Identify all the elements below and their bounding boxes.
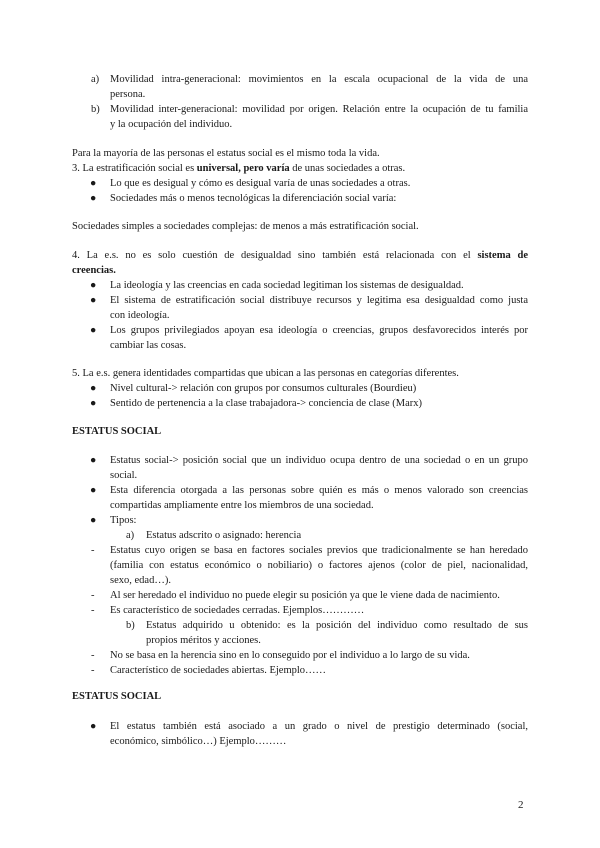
list-item-a-line2: persona. — [110, 89, 146, 100]
dash-item: No se basa en la herencia sino en lo conseguido por el individuo a lo largo de su vida. — [110, 650, 470, 661]
dash-marker: - — [91, 590, 95, 601]
bullet-item: Lo que es desigual y cómo es desigual varía de unas sociedades a otras. — [110, 178, 411, 189]
paragraph-5: 5. La e.s. genera identidades compartidas que ubican a las personas en categorías diferentes. — [72, 368, 459, 379]
dash-marker: - — [91, 650, 95, 661]
bullet-item: Sentido de pertenencia a la clase trabajadora-> conciencia de clase (Marx) — [110, 398, 423, 409]
dash-item: Característico de sociedades abiertas. Ejemplo…… — [110, 665, 327, 676]
list-marker-tipo-b: b) — [126, 620, 135, 631]
bullet-icon: ● — [90, 193, 97, 204]
dash-item: Estatus cuyo origen se basa en factores sociales previos que tradicionalmente se han heredado — [110, 545, 528, 556]
bullet-icon: ● — [90, 398, 97, 409]
bullet-item: Sociedades más o menos tecnológicas la diferenciación social varía: — [110, 193, 397, 204]
bullet-item: Esta diferencia otorgada a las personas sobre quién es más o menos valorado son creencias — [110, 485, 528, 496]
dash-item-cont: sexo, edad…). — [110, 575, 171, 586]
bullet-icon: ● — [90, 383, 97, 394]
dash-item: Es característico de sociedades cerradas. Ejemplos………… — [110, 605, 365, 616]
bullet-item-cont: económico, simbólico…) Ejemplo……… — [110, 736, 287, 747]
bullet-item-cont: cambiar las cosas. — [110, 340, 187, 351]
section-heading-estatus-social: ESTATUS SOCIAL — [72, 426, 162, 437]
bullet-icon: ● — [90, 721, 97, 732]
list-marker-b: b) — [91, 104, 100, 115]
bullet-icon: ● — [90, 515, 97, 526]
bullet-icon: ● — [90, 485, 97, 496]
bullet-icon: ● — [90, 295, 97, 306]
bullet-item-cont: social. — [110, 470, 138, 481]
paragraph-4-pre: 4. La e.s. no es solo cuestión de desigualdad sino también está relacionada con el — [72, 250, 478, 261]
list-marker-a: a) — [91, 74, 100, 85]
bullet-item: Los grupos privilegiados apoyan esa ideología o creencias, grupos desfavorecidos interés por — [110, 325, 528, 336]
bullet-item-cont: con ideología. — [110, 310, 170, 321]
paragraph-3-pre: 3. La estratificación social es — [72, 163, 197, 174]
list-item-tipo-b-cont: propios méritos y acciones. — [146, 635, 261, 646]
bullet-item: El estatus también está asociado a un grado o nivel de prestigio determinado (social, — [110, 721, 528, 732]
paragraph-3-bold: universal, pero varía — [196, 163, 290, 174]
paragraph-4-bold1: sistema de — [477, 250, 528, 261]
paragraph-3-post: de unas sociedades a otras. — [289, 163, 406, 174]
bullet-item: Nivel cultural-> relación con grupos por consumos culturales (Bourdieu) — [110, 383, 417, 394]
page-number: 2 — [518, 799, 524, 811]
dash-item: Al ser heredado el individuo no puede elegir su posición ya que le viene dada de nacimiento. — [110, 590, 500, 601]
paragraph-3 — [72, 161, 405, 176]
bullet-icon: ● — [90, 325, 97, 336]
section-heading-estatus-social-2: ESTATUS SOCIAL — [72, 691, 162, 702]
list-item-a-line1: Movilidad intra-generacional: movimientos en la escala ocupacional de la vida de una — [110, 74, 528, 85]
list-item-tipo-a: Estatus adscrito o asignado: herencia — [146, 530, 302, 541]
bullet-item: Estatus social-> posición social que un individuo ocupa dentro de una sociedad o en un grupo — [110, 455, 528, 466]
bullet-item-tipos: Tipos: — [110, 515, 137, 526]
dash-marker: - — [91, 545, 95, 556]
paragraph-simples: Sociedades simples a sociedades complejas: de menos a más estratificación social. — [72, 221, 419, 232]
bullet-icon: ● — [90, 280, 97, 291]
paragraph-mayoria: Para la mayoría de las personas el estatus social es el mismo toda la vida. — [72, 148, 380, 159]
bullet-item-cont: compartidas ampliamente entre los miembros de una sociedad. — [110, 500, 374, 511]
list-item-b-line2: y la ocupación del individuo. — [110, 119, 233, 130]
list-marker-tipo-a: a) — [126, 530, 135, 541]
list-item-b-line1: Movilidad inter-generacional: movilidad por origen. Relación entre la ocupación de tu familia — [110, 104, 528, 115]
dash-item-cont: (familia con estatus económico o nobiliario) o factores ajenos (color de piel, nacionalidad, — [110, 560, 528, 571]
bullet-item: El sistema de estratificación social distribuye recursos y legitima esa desigualdad como justa — [110, 295, 528, 306]
bullet-item: La ideología y las creencias en cada sociedad legitiman los sistemas de desigualdad. — [110, 280, 464, 291]
dash-marker: - — [91, 665, 95, 676]
bullet-icon: ● — [90, 455, 97, 466]
dash-marker: - — [91, 605, 95, 616]
paragraph-4-bold2: creencias. — [72, 265, 116, 276]
list-item-tipo-b: Estatus adquirido u obtenido: es la posición del individuo como resultado de sus — [146, 620, 528, 631]
paragraph-4-line1 — [72, 248, 528, 263]
paragraph-4-line2 — [72, 263, 116, 278]
bullet-icon: ● — [90, 178, 97, 189]
